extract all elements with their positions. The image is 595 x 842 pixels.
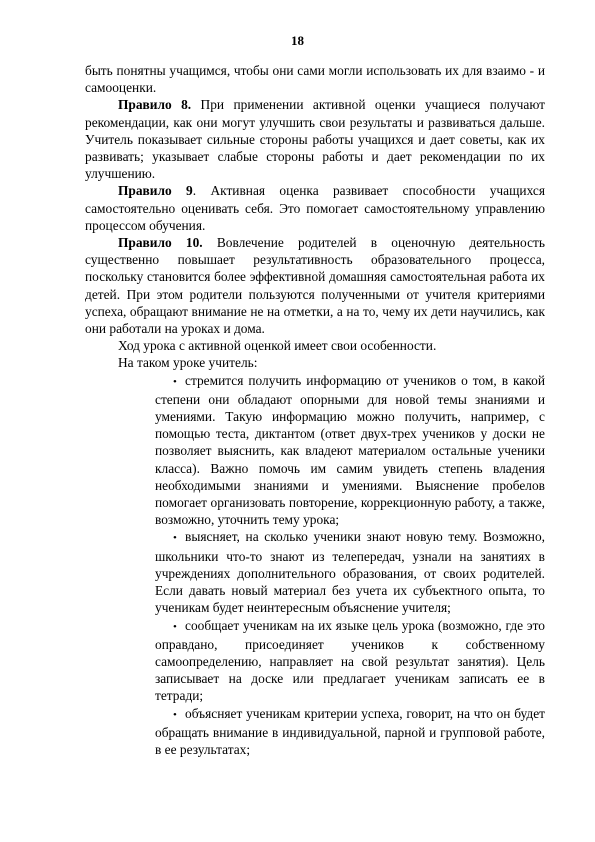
page-number: 18 [291,33,304,48]
list-item-text: выясняет, на сколько ученики знают новую тему. Возможно, школьники что-то знают из телепередач, узнали на занятиях в учреждениях дополнительного образования, от своих родителей. Если давать новый материал без учета их субъектного опыта, то ученикам будет неинтересным объяснение учителя; [155,529,545,616]
lesson-intro: Ход урока с активной оценкой имеет свои особенности. [118,338,437,354]
rule-9-paragraph [85,182,545,234]
rule-10-text: Вовлечение родителей в оценочную деятельность существенно повышает результативность образовательного процесса, поскольку становится более эффективной домашняя самостоятельная работа их детей. При этом родители пользуются полученными от учителя критериями успеха, обращают внимание не на отметки, а на то, чему их дети научились, как они работали на уроках и дома. [85,235,545,337]
list-item [155,528,545,616]
page-content [85,62,545,758]
rule-9-label: Правило 9 [118,183,193,199]
bullet-icon: • [173,708,177,721]
list-item-text: сообщает ученикам на их языке цель урока (возможно, где это оправдано, присоединяет учеников к собственному самоопределению, направляет на свой результат занятия). Цель записывает на доске или предлагает ученикам записать ее в тетради; [155,617,545,704]
teacher-intro: На таком уроке учитель: [118,355,258,371]
list-item [155,372,545,529]
rule-8-text: При применении активной оценки учащиеся получают рекомендации, как они могут улучшить свои результаты и развиваться дальше. Учитель показывает сильные стороны работы учащихся и дает советы, как их развивать; указывает слабые стороны работы и дает рекомендации по их улучшению. [85,97,545,182]
teacher-actions-list [85,372,545,758]
rule-9-text: . Активная оценка развивает способности учащихся самостоятельно оценивать себя. Это помогает самостоятельному управлению процессом обучения. [85,183,545,233]
continuation-paragraph: быть понятны учащимся, чтобы они сами могли использовать их для взаимо - и самооценки. [85,63,545,96]
list-item [155,705,545,759]
rule-8-label: Правило 8. [118,97,192,113]
bullet-icon: • [173,620,177,633]
list-item-text: объясняет ученикам критерии успеха, говорит, на что он будет обращать внимание в индивидуальной, парной и групповой работе, в ее результатах; [155,705,545,757]
bullet-icon: • [173,375,177,388]
rule-8-paragraph [85,96,545,182]
rule-10-paragraph [85,234,545,337]
list-item [155,617,545,705]
bullet-icon: • [173,532,177,545]
rule-10-label: Правило 10. [118,235,203,251]
list-item-text: стремится получить информацию от учеников о том, в какой степени они обладают опорными для новой темы знаниями и умениями. Такую информацию можно получить, например, с помощью теста, диктантом (ответ двух-трех учеников у доски не позволяет выяснить, как владеют материалом остальные ученики класса). Важно помочь им самим увидеть степень владения необходимыми знаниями и умениями. Выяснение пробелов помогает организовать повторение, коррекционную работу, а также, возможно, уточнить тему урока; [155,372,545,528]
